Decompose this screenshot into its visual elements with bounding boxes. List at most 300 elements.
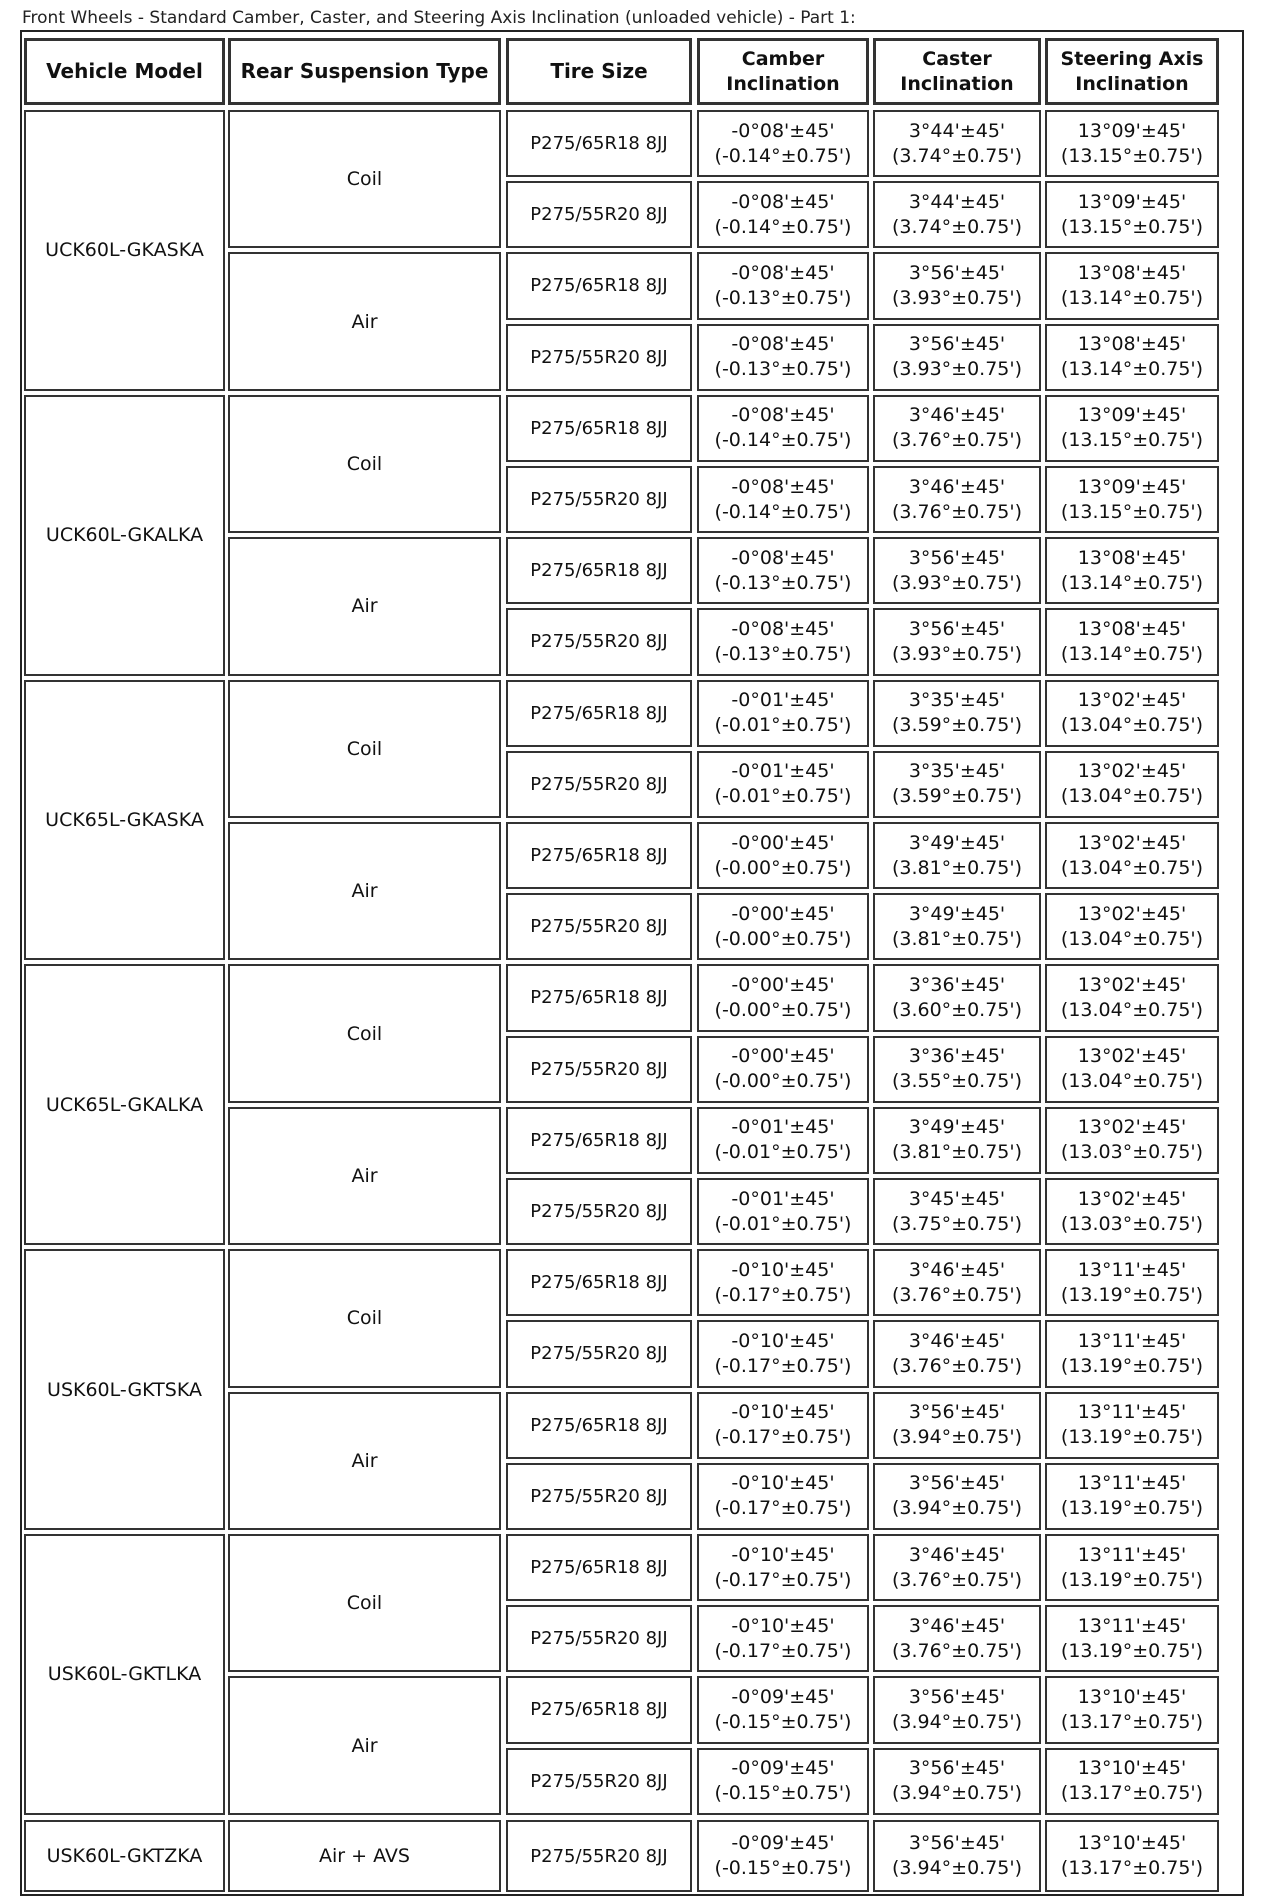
tire-size-cell (506, 1605, 692, 1672)
camber-decimal: (-0.14°±0.75') (714, 429, 852, 452)
camber-cell (697, 893, 869, 960)
rear-suspension-label: Coil (346, 452, 383, 475)
header-steering-axis (1045, 38, 1219, 105)
tire-size-label: P275/65R18 8JJ (530, 987, 668, 1009)
camber-cell (697, 608, 869, 675)
caster-cell (873, 1463, 1041, 1530)
caster-cell (873, 1036, 1041, 1103)
steering-axis-cell (1045, 964, 1219, 1031)
camber-cell (697, 1534, 869, 1601)
camber-decimal: (-0.00°±0.75') (714, 1070, 852, 1093)
caster-value: 3°46'±45' (908, 1329, 1006, 1352)
rear-suspension-cell (228, 110, 501, 248)
steering-axis-decimal: (13.19°±0.75') (1060, 1426, 1204, 1449)
steering-axis-decimal: (13.04°±0.75') (1060, 714, 1204, 737)
steering-axis-decimal: (13.19°±0.75') (1060, 1568, 1204, 1591)
camber-cell (697, 466, 869, 533)
camber-cell (697, 181, 869, 248)
steering-axis-decimal: (13.04°±0.75') (1060, 856, 1204, 879)
caster-value: 3°35'±45' (908, 689, 1006, 712)
caster-decimal: (3.76°±0.75') (891, 1354, 1023, 1377)
steering-axis-decimal: (13.15°±0.75') (1060, 429, 1204, 452)
caster-decimal: (3.93°±0.75') (891, 358, 1023, 381)
tire-size-label: P275/55R20 8JJ (530, 916, 668, 938)
tire-size-label: P275/55R20 8JJ (530, 631, 668, 653)
camber-value: -0°00'±45' (731, 831, 835, 854)
vehicle-model-label: USK60L-GKTSKA (47, 1378, 202, 1401)
camber-value: -0°09'±45' (731, 1685, 835, 1708)
steering-axis-value: 13°11'±45' (1077, 1401, 1187, 1424)
tire-size-cell (506, 1392, 692, 1459)
rear-suspension-label: Air (351, 1734, 378, 1757)
steering-axis-cell (1045, 110, 1219, 177)
camber-cell (697, 680, 869, 747)
caster-cell (873, 1676, 1041, 1743)
caster-value: 3°46'±45' (908, 404, 1006, 427)
steering-axis-decimal: (13.15°±0.75') (1060, 215, 1204, 238)
tire-size-label: P275/65R18 8JJ (530, 1272, 668, 1294)
vehicle-model-label: UCK65L-GKALKA (45, 1093, 204, 1116)
camber-decimal: (-0.17°±0.75') (714, 1426, 852, 1449)
vehicle-model-cell (24, 395, 225, 676)
steering-axis-value: 13°08'±45' (1077, 546, 1187, 569)
caster-decimal: (3.93°±0.75') (891, 571, 1023, 594)
tire-size-cell (506, 537, 692, 604)
header-camber (697, 38, 869, 105)
steering-axis-decimal: (13.14°±0.75') (1060, 571, 1204, 594)
steering-axis-decimal: (13.14°±0.75') (1060, 358, 1204, 381)
steering-axis-cell (1045, 1392, 1219, 1459)
steering-axis-cell (1045, 181, 1219, 248)
rear-suspension-label: Coil (346, 1307, 383, 1330)
caster-decimal: (3.75°±0.75') (891, 1212, 1023, 1235)
rear-suspension-label: Air (351, 880, 378, 903)
steering-axis-value: 13°02'±45' (1077, 760, 1187, 783)
tire-size-label: P275/55R20 8JJ (530, 1485, 668, 1507)
caster-decimal: (3.76°±0.75') (891, 1283, 1023, 1306)
tire-size-cell (506, 822, 692, 889)
tire-size-cell (506, 110, 692, 177)
camber-value: -0°01'±45' (731, 1187, 835, 1210)
steering-axis-cell (1045, 1036, 1219, 1103)
camber-cell (697, 1676, 869, 1743)
rear-suspension-cell (228, 1676, 501, 1814)
camber-value: -0°08'±45' (731, 261, 835, 284)
steering-axis-value: 13°02'±45' (1077, 689, 1187, 712)
caster-value: 3°56'±45' (908, 261, 1006, 284)
rear-suspension-cell (228, 964, 501, 1102)
steering-axis-cell (1045, 1320, 1219, 1387)
tire-size-label: P275/65R18 8JJ (530, 1129, 668, 1151)
camber-decimal: (-0.01°±0.75') (714, 714, 852, 737)
header-label: Tire Size (550, 59, 648, 83)
camber-value: -0°08'±45' (731, 333, 835, 356)
steering-axis-decimal: (13.04°±0.75') (1060, 927, 1204, 950)
vehicle-model-label: UCK60L-GKALKA (45, 524, 204, 547)
caster-cell (873, 680, 1041, 747)
tire-size-cell (506, 1249, 692, 1316)
steering-axis-cell (1045, 1605, 1219, 1672)
table-caption: Front Wheels - Standard Camber, Caster, and Steering Axis Inclination (unloaded vehicle) - Part 1: (22, 8, 856, 28)
header-line: Steering Axis (1060, 47, 1204, 70)
header-line: Caster (922, 47, 992, 70)
camber-value: -0°01'±45' (731, 760, 835, 783)
caster-value: 3°56'±45' (908, 546, 1006, 569)
caster-value: 3°45'±45' (908, 1187, 1006, 1210)
steering-axis-decimal: (13.15°±0.75') (1060, 500, 1204, 523)
caster-decimal: (3.93°±0.75') (891, 642, 1023, 665)
caster-cell (873, 181, 1041, 248)
caster-decimal: (3.94°±0.75') (891, 1857, 1023, 1879)
rear-suspension-cell (228, 1392, 501, 1530)
steering-axis-decimal: (13.14°±0.75') (1060, 286, 1204, 309)
caster-cell (873, 110, 1041, 177)
camber-cell (697, 1820, 869, 1892)
rear-suspension-label: Coil (346, 737, 383, 760)
steering-axis-decimal: (13.19°±0.75') (1060, 1639, 1204, 1662)
camber-value: -0°10'±45' (731, 1543, 835, 1566)
camber-cell (697, 324, 869, 391)
rear-suspension-label: Air (351, 1164, 378, 1187)
tire-size-cell (506, 1534, 692, 1601)
header-rear-suspension (228, 38, 501, 105)
caster-decimal: (3.74°±0.75') (891, 144, 1023, 167)
vehicle-model-label: USK60L-GKTLKA (47, 1663, 202, 1686)
camber-decimal: (-0.15°±0.75') (714, 1782, 852, 1805)
caster-value: 3°56'±45' (908, 1685, 1006, 1708)
camber-cell (697, 1036, 869, 1103)
camber-cell (697, 110, 869, 177)
camber-decimal: (-0.13°±0.75') (714, 642, 852, 665)
rear-suspension-label: Air + AVS (319, 1845, 410, 1867)
camber-cell (697, 751, 869, 818)
camber-decimal: (-0.14°±0.75') (714, 144, 852, 167)
tire-size-cell (506, 181, 692, 248)
camber-cell (697, 1178, 869, 1245)
camber-value: -0°10'±45' (731, 1258, 835, 1281)
tire-size-label: P275/65R18 8JJ (530, 1557, 668, 1579)
rear-suspension-label: Air (351, 1449, 378, 1472)
camber-value: -0°08'±45' (731, 404, 835, 427)
header-line: Camber (741, 47, 825, 70)
tire-size-label: P275/65R18 8JJ (530, 133, 668, 155)
steering-axis-decimal: (13.04°±0.75') (1060, 998, 1204, 1021)
caster-decimal: (3.76°±0.75') (891, 1568, 1023, 1591)
caster-value: 3°46'±45' (908, 475, 1006, 498)
steering-axis-value: 13°10'±45' (1077, 1685, 1187, 1708)
camber-cell (697, 537, 869, 604)
camber-cell (697, 1463, 869, 1530)
caster-decimal: (3.76°±0.75') (891, 429, 1023, 452)
steering-axis-decimal: (13.03°±0.75') (1060, 1212, 1204, 1235)
tire-size-label: P275/55R20 8JJ (530, 346, 668, 368)
steering-axis-value: 13°02'±45' (1077, 1187, 1187, 1210)
camber-value: -0°10'±45' (731, 1329, 835, 1352)
steering-axis-value: 13°09'±45' (1077, 475, 1187, 498)
caster-decimal: (3.55°±0.75') (891, 1070, 1023, 1093)
vehicle-model-cell (24, 1249, 225, 1530)
camber-decimal: (-0.17°±0.75') (714, 1354, 852, 1377)
steering-axis-value: 13°08'±45' (1077, 333, 1187, 356)
caster-decimal: (3.76°±0.75') (891, 500, 1023, 523)
tire-size-cell (506, 466, 692, 533)
tire-size-cell (506, 1676, 692, 1743)
caster-cell (873, 252, 1041, 319)
camber-decimal: (-0.00°±0.75') (714, 856, 852, 879)
tire-size-label: P275/55R20 8JJ (530, 1845, 668, 1867)
tire-size-label: P275/65R18 8JJ (530, 702, 668, 724)
caster-value: 3°56'±45' (908, 1401, 1006, 1424)
caster-decimal: (3.94°±0.75') (891, 1426, 1023, 1449)
caster-value: 3°56'±45' (908, 617, 1006, 640)
steering-axis-decimal: (13.17°±0.75') (1060, 1782, 1204, 1805)
caster-decimal: (3.59°±0.75') (891, 714, 1023, 737)
tire-size-cell (506, 395, 692, 462)
rear-suspension-cell (228, 1249, 501, 1387)
tire-size-cell (506, 324, 692, 391)
rear-suspension-cell (228, 252, 501, 390)
rear-suspension-cell (228, 537, 501, 675)
steering-axis-cell (1045, 751, 1219, 818)
steering-axis-value: 13°11'±45' (1077, 1472, 1187, 1495)
header-line: Inclination (900, 72, 1014, 95)
rear-suspension-cell (228, 1820, 501, 1892)
camber-cell (697, 395, 869, 462)
steering-axis-cell (1045, 822, 1219, 889)
steering-axis-cell (1045, 324, 1219, 391)
caster-value: 3°49'±45' (908, 902, 1006, 925)
caster-cell (873, 1820, 1041, 1892)
tire-size-label: P275/55R20 8JJ (530, 1770, 668, 1792)
caster-value: 3°36'±45' (908, 973, 1006, 996)
tire-size-cell (506, 680, 692, 747)
steering-axis-cell (1045, 1463, 1219, 1530)
alignment-table (20, 30, 1244, 1896)
tire-size-cell (506, 893, 692, 960)
rear-suspension-label: Coil (346, 1592, 383, 1615)
caster-value: 3°36'±45' (908, 1045, 1006, 1068)
steering-axis-decimal: (13.19°±0.75') (1060, 1283, 1204, 1306)
caster-cell (873, 324, 1041, 391)
rear-suspension-cell (228, 680, 501, 818)
caster-cell (873, 395, 1041, 462)
caster-cell (873, 751, 1041, 818)
camber-cell (697, 822, 869, 889)
tire-size-label: P275/55R20 8JJ (530, 489, 668, 511)
caster-cell (873, 1392, 1041, 1459)
camber-value: -0°01'±45' (731, 689, 835, 712)
rear-suspension-cell (228, 822, 501, 960)
header-line: Inclination (1075, 72, 1189, 95)
camber-value: -0°10'±45' (731, 1401, 835, 1424)
rear-suspension-label: Coil (346, 168, 383, 191)
caster-cell (873, 893, 1041, 960)
camber-value: -0°09'±45' (731, 1832, 835, 1854)
steering-axis-decimal: (13.15°±0.75') (1060, 144, 1204, 167)
steering-axis-value: 13°11'±45' (1077, 1614, 1187, 1637)
camber-cell (697, 1107, 869, 1174)
steering-axis-cell (1045, 1178, 1219, 1245)
tire-size-cell (506, 1463, 692, 1530)
camber-decimal: (-0.15°±0.75') (714, 1857, 852, 1879)
camber-decimal: (-0.17°±0.75') (714, 1568, 852, 1591)
steering-axis-cell (1045, 395, 1219, 462)
camber-value: -0°08'±45' (731, 546, 835, 569)
tire-size-label: P275/65R18 8JJ (530, 845, 668, 867)
caster-cell (873, 964, 1041, 1031)
camber-cell (697, 1249, 869, 1316)
caster-cell (873, 537, 1041, 604)
steering-axis-cell (1045, 1676, 1219, 1743)
caster-value: 3°49'±45' (908, 831, 1006, 854)
tire-size-cell (506, 1036, 692, 1103)
caster-cell (873, 608, 1041, 675)
steering-axis-cell (1045, 1820, 1219, 1892)
caster-cell (873, 1320, 1041, 1387)
tire-size-label: P275/55R20 8JJ (530, 773, 668, 795)
tire-size-cell (506, 1107, 692, 1174)
steering-axis-value: 13°11'±45' (1077, 1543, 1187, 1566)
caster-cell (873, 1748, 1041, 1815)
tire-size-label: P275/55R20 8JJ (530, 1201, 668, 1223)
camber-value: -0°00'±45' (731, 1045, 835, 1068)
tire-size-label: P275/65R18 8JJ (530, 275, 668, 297)
tire-size-label: P275/65R18 8JJ (530, 417, 668, 439)
tire-size-cell (506, 608, 692, 675)
tire-size-label: P275/65R18 8JJ (530, 560, 668, 582)
header-caster (873, 38, 1041, 105)
tire-size-cell (506, 1320, 692, 1387)
camber-value: -0°08'±45' (731, 190, 835, 213)
caster-value: 3°35'±45' (908, 760, 1006, 783)
camber-value: -0°08'±45' (731, 119, 835, 142)
camber-value: -0°01'±45' (731, 1116, 835, 1139)
camber-decimal: (-0.17°±0.75') (714, 1639, 852, 1662)
vehicle-model-cell (24, 1534, 225, 1815)
header-line: Inclination (726, 72, 840, 95)
rear-suspension-cell (228, 1107, 501, 1245)
caster-cell (873, 466, 1041, 533)
camber-cell (697, 964, 869, 1031)
vehicle-model-cell (24, 964, 225, 1245)
caster-value: 3°46'±45' (908, 1543, 1006, 1566)
steering-axis-value: 13°11'±45' (1077, 1258, 1187, 1281)
rear-suspension-label: Air (351, 595, 378, 618)
tire-size-cell (506, 751, 692, 818)
camber-value: -0°10'±45' (731, 1472, 835, 1495)
vehicle-model-label: USK60L-GKTZKA (46, 1845, 203, 1867)
camber-decimal: (-0.17°±0.75') (714, 1497, 852, 1520)
tire-size-cell (506, 1178, 692, 1245)
steering-axis-cell (1045, 1748, 1219, 1815)
steering-axis-cell (1045, 1249, 1219, 1316)
steering-axis-cell (1045, 893, 1219, 960)
caster-value: 3°56'±45' (908, 1832, 1006, 1854)
steering-axis-value: 13°08'±45' (1077, 261, 1187, 284)
steering-axis-cell (1045, 252, 1219, 319)
camber-cell (697, 1748, 869, 1815)
steering-axis-cell (1045, 680, 1219, 747)
camber-value: -0°00'±45' (731, 902, 835, 925)
tire-size-label: P275/55R20 8JJ (530, 1058, 668, 1080)
caster-decimal: (3.81°±0.75') (891, 856, 1023, 879)
steering-axis-cell (1045, 1534, 1219, 1601)
camber-decimal: (-0.14°±0.75') (714, 215, 852, 238)
tire-size-cell (506, 964, 692, 1031)
camber-cell (697, 1320, 869, 1387)
caster-cell (873, 1178, 1041, 1245)
caster-value: 3°46'±45' (908, 1258, 1006, 1281)
camber-value: -0°08'±45' (731, 617, 835, 640)
steering-axis-value: 13°10'±45' (1077, 1832, 1187, 1854)
tire-size-cell (506, 1820, 692, 1892)
camber-value: -0°10'±45' (731, 1614, 835, 1637)
caster-value: 3°46'±45' (908, 1614, 1006, 1637)
tire-size-label: P275/55R20 8JJ (530, 204, 668, 226)
camber-decimal: (-0.14°±0.75') (714, 500, 852, 523)
tire-size-label: P275/55R20 8JJ (530, 1628, 668, 1650)
caster-decimal: (3.94°±0.75') (891, 1497, 1023, 1520)
steering-axis-cell (1045, 608, 1219, 675)
caster-decimal: (3.76°±0.75') (891, 1639, 1023, 1662)
camber-decimal: (-0.01°±0.75') (714, 785, 852, 808)
steering-axis-value: 13°02'±45' (1077, 1116, 1187, 1139)
vehicle-model-cell (24, 680, 225, 961)
steering-axis-cell (1045, 466, 1219, 533)
tire-size-label: P275/65R18 8JJ (530, 1414, 668, 1436)
camber-decimal: (-0.17°±0.75') (714, 1283, 852, 1306)
camber-decimal: (-0.00°±0.75') (714, 927, 852, 950)
caster-cell (873, 1605, 1041, 1672)
caster-value: 3°49'±45' (908, 1116, 1006, 1139)
caster-value: 3°44'±45' (908, 190, 1006, 213)
steering-axis-value: 13°08'±45' (1077, 617, 1187, 640)
header-vehicle-model (24, 38, 225, 105)
camber-cell (697, 1605, 869, 1672)
camber-cell (697, 1392, 869, 1459)
caster-cell (873, 822, 1041, 889)
camber-decimal: (-0.01°±0.75') (714, 1212, 852, 1235)
rear-suspension-cell (228, 1534, 501, 1672)
steering-axis-value: 13°09'±45' (1077, 404, 1187, 427)
steering-axis-value: 13°02'±45' (1077, 831, 1187, 854)
caster-cell (873, 1107, 1041, 1174)
steering-axis-cell (1045, 1107, 1219, 1174)
camber-decimal: (-0.00°±0.75') (714, 998, 852, 1021)
rear-suspension-label: Coil (346, 1022, 383, 1045)
vehicle-model-label: UCK60L-GKASKA (45, 239, 204, 262)
steering-axis-value: 13°09'±45' (1077, 119, 1187, 142)
caster-value: 3°56'±45' (908, 1757, 1006, 1780)
caster-value: 3°56'±45' (908, 333, 1006, 356)
steering-axis-value: 13°09'±45' (1077, 190, 1187, 213)
vehicle-model-cell (24, 110, 225, 391)
steering-axis-decimal: (13.04°±0.75') (1060, 785, 1204, 808)
camber-cell (697, 252, 869, 319)
rear-suspension-label: Air (351, 310, 378, 333)
camber-value: -0°08'±45' (731, 475, 835, 498)
camber-decimal: (-0.13°±0.75') (714, 286, 852, 309)
vehicle-model-label: UCK65L-GKASKA (45, 808, 204, 831)
caster-decimal: (3.94°±0.75') (891, 1710, 1023, 1733)
header-label: Vehicle Model (46, 59, 203, 83)
tire-size-label: P275/55R20 8JJ (530, 1343, 668, 1365)
steering-axis-cell (1045, 537, 1219, 604)
rear-suspension-cell (228, 395, 501, 533)
camber-decimal: (-0.13°±0.75') (714, 571, 852, 594)
camber-decimal: (-0.01°±0.75') (714, 1141, 852, 1164)
steering-axis-value: 13°10'±45' (1077, 1757, 1187, 1780)
